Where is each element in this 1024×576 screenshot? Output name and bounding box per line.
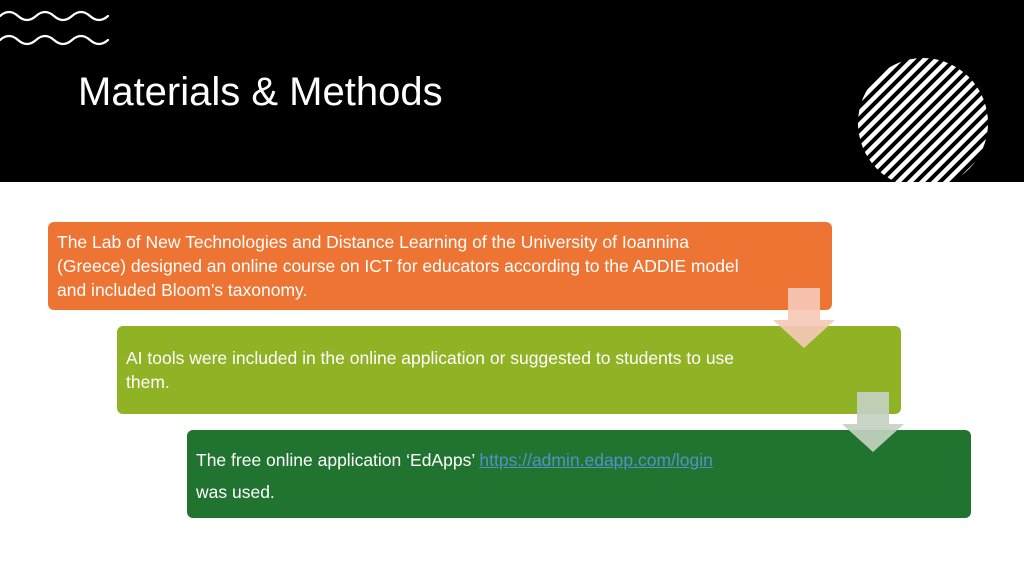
step-3-text [196,444,962,508]
step-1-text: The Lab of New Technologies and Distance Learning of the University of Ioannina (Greece) designed an online course on ICT for educators according to the ADDIE model and included Bloom’s taxonomy. [57,232,739,300]
slide-title: Materials & Methods [78,70,443,114]
striped-circle-icon [856,56,990,190]
step-3-text-after: was used. [196,482,275,502]
step-2-text: AI tools were included in the online application or suggested to students to use them. [126,348,735,392]
step-3-text-before: The free online application ‘EdApps’ [196,450,480,470]
slide-header [0,0,1024,182]
process-step-1 [48,222,832,310]
edapp-login-link[interactable]: https://admin.edapp.com/login [479,450,713,470]
wavy-lines-icon [0,6,112,50]
down-arrow-icon [773,288,835,348]
down-arrow-icon [842,392,904,452]
